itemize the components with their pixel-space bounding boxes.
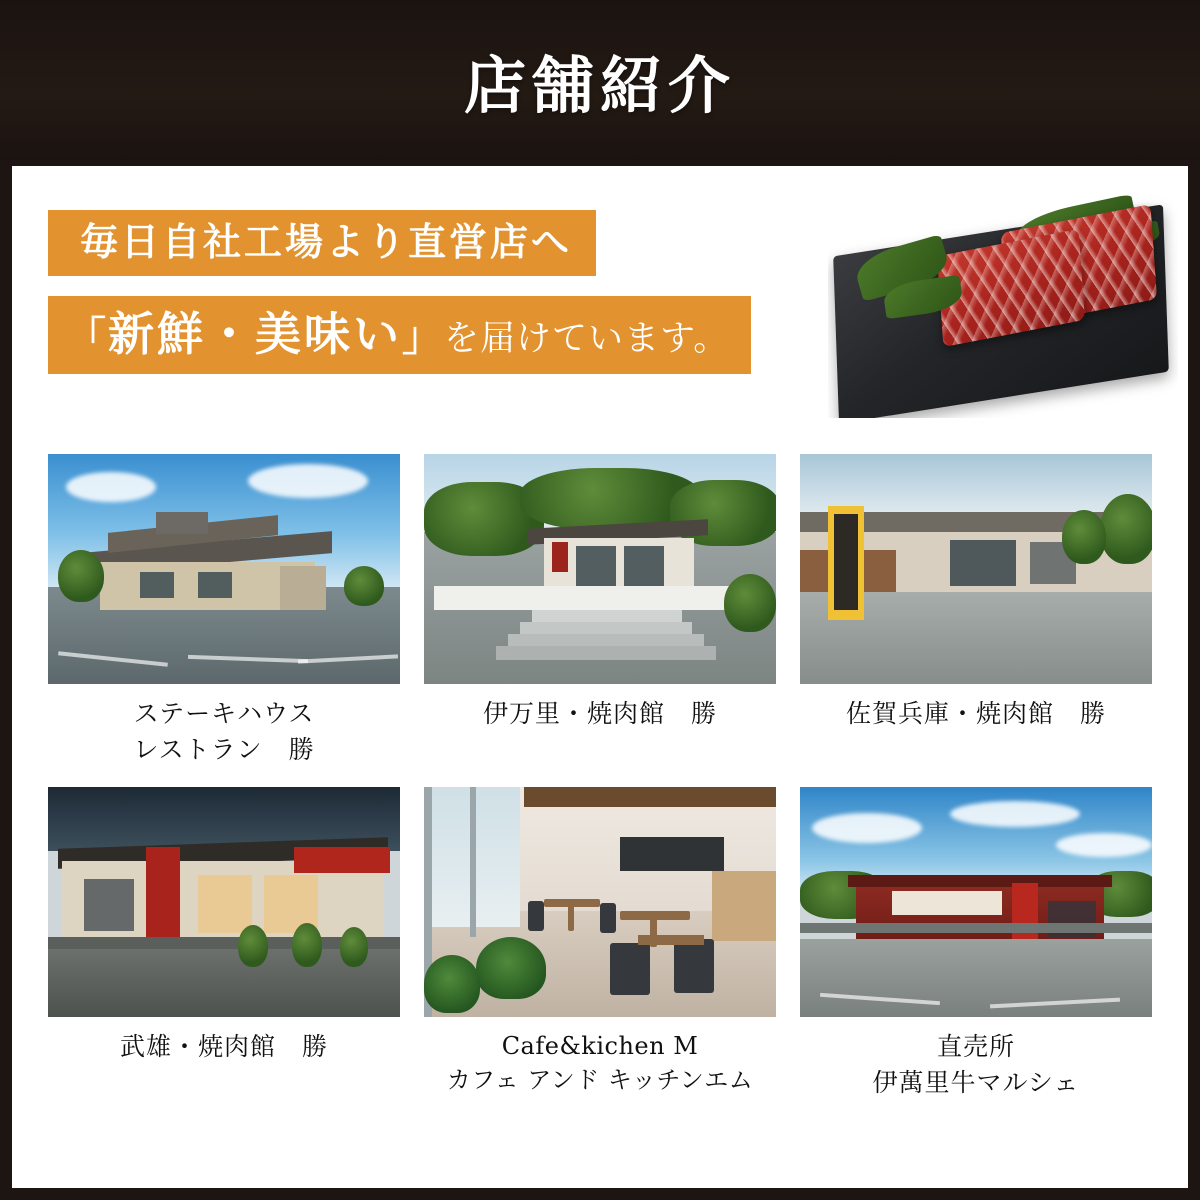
potted-plant-icon: [476, 937, 546, 999]
stair-step: [520, 622, 692, 634]
roof: [848, 875, 1112, 887]
tree-icon: [292, 923, 322, 967]
store-name: [424, 1029, 776, 1097]
tree-icon: [1100, 494, 1152, 564]
steakhouse-restaurant-katsu-photo[interactable]: [48, 454, 400, 684]
content-card: [12, 166, 1188, 1188]
store-card[interactable]: [48, 454, 400, 767]
store-card[interactable]: [48, 787, 400, 1100]
sky: [800, 454, 1152, 514]
vertical-signboard: [146, 847, 180, 943]
fence: [434, 586, 766, 610]
counter: [712, 871, 776, 941]
store-name-line2: 伊萬里牛マルシェ: [872, 1067, 1080, 1097]
parking-lot: [800, 939, 1152, 1017]
store-name-line2: カフェ アンド キッチンエム: [446, 1066, 754, 1095]
store-card[interactable]: [424, 787, 776, 1100]
tree-icon: [724, 574, 776, 632]
signboard: [552, 542, 568, 572]
cafe-logo-signboard: [620, 837, 724, 871]
cloud-icon: [950, 801, 1080, 827]
lede-tail: を届けています。: [444, 318, 730, 359]
cloud-icon: [66, 472, 156, 502]
store-name: [48, 1029, 400, 1065]
ceiling-beam: [524, 787, 776, 807]
lede-line-2: [48, 296, 751, 374]
rooftop-tank: [156, 512, 208, 534]
wagyu-beef-on-slate-photo: [828, 188, 1178, 418]
entrance-glass: [576, 546, 616, 586]
lede-emphasis: 新鮮・美味い: [108, 306, 402, 361]
chair: [610, 943, 650, 995]
takeo-yakinikukan-katsu-photo[interactable]: [48, 787, 400, 1017]
window-frame: [470, 787, 476, 937]
entrance-glass: [950, 540, 1016, 586]
store-signboard: [294, 847, 390, 873]
stair-step: [496, 646, 716, 660]
curb: [800, 923, 1152, 933]
store-name-line1: 武雄・焼肉館 勝: [119, 1032, 328, 1061]
banner-text: [834, 514, 858, 610]
store-name-line2: レストラン 勝: [133, 734, 315, 764]
lede-quote-open: 「: [66, 312, 108, 360]
tree-icon: [238, 925, 268, 967]
stone-wall: [280, 566, 326, 610]
window: [140, 572, 174, 598]
store-card[interactable]: [424, 454, 776, 767]
saga-hyogo-yakinikukan-katsu-photo[interactable]: [800, 454, 1152, 684]
imari-yakinikukan-katsu-photo[interactable]: [424, 454, 776, 684]
imariushi-marche-direct-sales-photo[interactable]: [800, 787, 1152, 1017]
store-name-line1: 直売所: [936, 1032, 1015, 1061]
window: [198, 572, 232, 598]
chair: [674, 939, 714, 993]
lede-block: [48, 210, 728, 374]
store-name: [424, 696, 776, 732]
cloud-icon: [248, 464, 368, 498]
stair-step: [532, 610, 682, 622]
tree-icon: [1062, 510, 1106, 564]
store-name: [48, 696, 400, 767]
store-name-line1: 伊万里・焼肉館 勝: [482, 699, 717, 728]
cafe-and-kitchen-m-photo[interactable]: [424, 787, 776, 1017]
cloud-icon: [812, 813, 922, 843]
store-card[interactable]: [800, 787, 1152, 1100]
window: [84, 879, 134, 931]
store-name-line1: Cafe&kichen M: [501, 1032, 699, 1060]
store-signboard: [892, 891, 1002, 915]
page-header: [0, 0, 1200, 160]
store-name-line1: ステーキハウス: [133, 699, 315, 728]
chair: [600, 903, 616, 933]
store-grid: [48, 454, 1152, 1100]
entrance-glass: [624, 546, 664, 586]
store-name: [800, 696, 1152, 732]
table-leg: [568, 905, 574, 931]
store-card[interactable]: [800, 454, 1152, 767]
lit-window: [198, 875, 252, 933]
tree-icon: [58, 550, 104, 602]
tree-icon: [340, 927, 368, 967]
potted-plant-icon: [424, 955, 480, 1013]
hero-section: [12, 166, 1188, 436]
cloud-icon: [1056, 833, 1152, 857]
store-name-line1: 佐賀兵庫・焼肉館 勝: [845, 699, 1106, 728]
stair-step: [508, 634, 704, 646]
lede-line-1: 毎日自社工場より直営店へ: [48, 210, 596, 276]
table: [638, 935, 704, 945]
lede-quote-close: 」: [402, 312, 444, 360]
tree-icon: [344, 566, 384, 606]
chair: [528, 901, 544, 931]
store-name: [800, 1029, 1152, 1100]
page-title: 店舗紹介: [463, 48, 736, 122]
